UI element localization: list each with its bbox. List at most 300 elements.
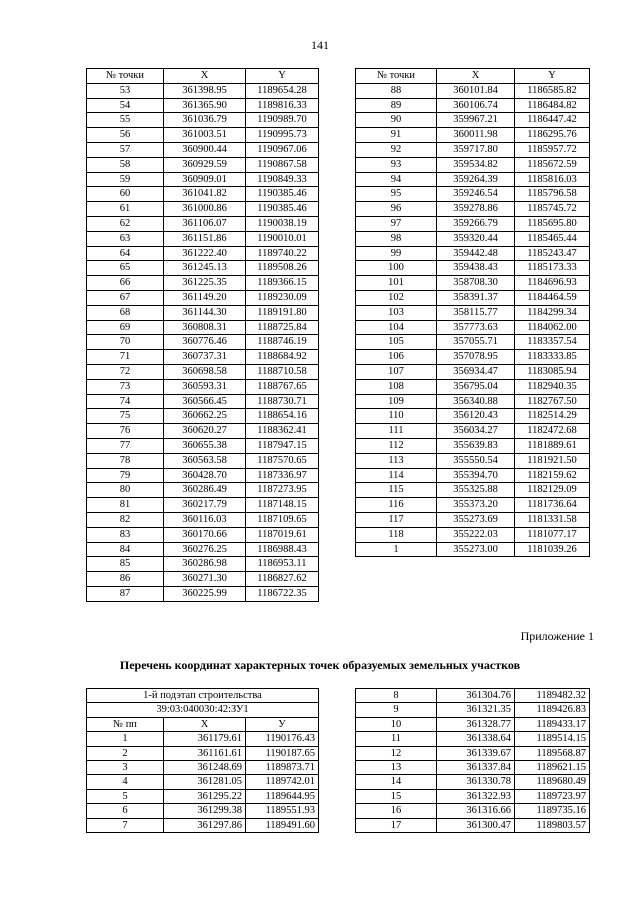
table-row xyxy=(87,350,319,365)
point-number-cell: 2 xyxy=(87,746,164,760)
table-row xyxy=(356,746,590,760)
table-row xyxy=(356,483,590,498)
y-coordinate-cell: 1186953.11 xyxy=(246,557,319,572)
y-coordinate-cell: 1187148.15 xyxy=(246,498,319,513)
point-number-cell: 11 xyxy=(356,732,437,746)
x-coordinate-cell: 361339.67 xyxy=(437,746,515,760)
y-coordinate-cell: 1186484.82 xyxy=(515,98,590,113)
x-coordinate-cell: 358115.77 xyxy=(437,305,515,320)
table-row xyxy=(87,172,319,187)
point-number-cell: 93 xyxy=(356,157,437,172)
parcel-row xyxy=(87,703,319,717)
y-coordinate-cell: 1189568.87 xyxy=(515,746,590,760)
table-row xyxy=(356,438,590,453)
point-number-cell: 114 xyxy=(356,468,437,483)
table-row xyxy=(356,157,590,172)
table-row xyxy=(87,775,319,789)
point-number-cell: 73 xyxy=(87,379,164,394)
y-coordinate-cell: 1183333.85 xyxy=(515,350,590,365)
table-row xyxy=(356,498,590,513)
x-coordinate-cell: 360808.31 xyxy=(164,320,246,335)
table-row xyxy=(356,379,590,394)
point-number-cell: 12 xyxy=(356,746,437,760)
table-row xyxy=(356,761,590,775)
x-coordinate-cell: 361299.38 xyxy=(164,804,246,818)
point-number-cell: 85 xyxy=(87,557,164,572)
x-coordinate-cell: 355222.03 xyxy=(437,527,515,542)
x-coordinate-cell: 360101.84 xyxy=(437,83,515,98)
y-coordinate-cell: 1185672.59 xyxy=(515,157,590,172)
y-coordinate-cell: 1189723.97 xyxy=(515,789,590,803)
x-coordinate-cell: 360011.98 xyxy=(437,128,515,143)
point-number-cell: 99 xyxy=(356,246,437,261)
x-coordinate-cell: 360428.70 xyxy=(164,468,246,483)
table-row xyxy=(87,379,319,394)
table-row xyxy=(87,202,319,217)
table-row xyxy=(87,438,319,453)
column-header-y: Y xyxy=(246,69,319,84)
y-coordinate-cell: 1190989.70 xyxy=(246,113,319,128)
y-coordinate-cell: 1185243.47 xyxy=(515,246,590,261)
table-header-row xyxy=(87,717,319,731)
point-number-cell: 63 xyxy=(87,231,164,246)
point-number-cell: 74 xyxy=(87,394,164,409)
y-coordinate-cell: 1189735.16 xyxy=(515,804,590,818)
table-row xyxy=(87,246,319,261)
y-coordinate-cell: 1189191.80 xyxy=(246,305,319,320)
table-row xyxy=(356,409,590,424)
column-header-point: № пп xyxy=(87,717,164,731)
point-number-cell: 94 xyxy=(356,172,437,187)
table-row xyxy=(356,231,590,246)
column-header-point: № точки xyxy=(356,69,437,84)
x-coordinate-cell: 360620.27 xyxy=(164,424,246,439)
table-row xyxy=(87,468,319,483)
y-coordinate-cell: 1188746.19 xyxy=(246,335,319,350)
point-number-cell: 110 xyxy=(356,409,437,424)
table-row xyxy=(356,689,590,703)
point-number-cell: 66 xyxy=(87,276,164,291)
x-coordinate-cell: 361304.76 xyxy=(437,689,515,703)
x-coordinate-cell: 361222.40 xyxy=(164,246,246,261)
y-coordinate-cell: 1187019.61 xyxy=(246,527,319,542)
y-coordinate-cell: 1188725.84 xyxy=(246,320,319,335)
y-coordinate-cell: 1190867.58 xyxy=(246,157,319,172)
coordinates-table-left xyxy=(86,68,319,602)
x-coordinate-cell: 359967.21 xyxy=(437,113,515,128)
x-coordinate-cell: 361149.20 xyxy=(164,290,246,305)
y-coordinate-cell: 1184464.59 xyxy=(515,290,590,305)
x-coordinate-cell: 361106.07 xyxy=(164,216,246,231)
x-coordinate-cell: 361281.05 xyxy=(164,775,246,789)
table-row xyxy=(87,128,319,143)
point-number-cell: 15 xyxy=(356,789,437,803)
column-header-y: У xyxy=(246,717,319,731)
table-row xyxy=(87,113,319,128)
page-number: 141 xyxy=(311,38,329,52)
x-coordinate-cell: 360286.98 xyxy=(164,557,246,572)
y-coordinate-cell: 1185957.72 xyxy=(515,142,590,157)
y-coordinate-cell: 1186447.42 xyxy=(515,113,590,128)
x-coordinate-cell: 355550.54 xyxy=(437,453,515,468)
point-number-cell: 72 xyxy=(87,364,164,379)
x-coordinate-cell: 359264.39 xyxy=(437,172,515,187)
table-row xyxy=(356,113,590,128)
table-row xyxy=(356,216,590,231)
table-row xyxy=(87,732,319,746)
table-row xyxy=(356,394,590,409)
column-header-point: № точки xyxy=(87,69,164,84)
point-number-cell: 58 xyxy=(87,157,164,172)
point-number-cell: 84 xyxy=(87,542,164,557)
point-number-cell: 75 xyxy=(87,409,164,424)
table-row xyxy=(356,789,590,803)
point-number-cell: 97 xyxy=(356,216,437,231)
column-header-y: Y xyxy=(515,69,590,84)
x-coordinate-cell: 360225.99 xyxy=(164,586,246,601)
y-coordinate-cell: 1189816.33 xyxy=(246,98,319,113)
point-number-cell: 118 xyxy=(356,527,437,542)
table-row xyxy=(356,453,590,468)
table-row xyxy=(356,703,590,717)
point-number-cell: 59 xyxy=(87,172,164,187)
y-coordinate-cell: 1186295.76 xyxy=(515,128,590,143)
x-coordinate-cell: 361041.82 xyxy=(164,187,246,202)
y-coordinate-cell: 1182514.29 xyxy=(515,409,590,424)
x-coordinate-cell: 361297.86 xyxy=(164,818,246,832)
point-number-cell: 61 xyxy=(87,202,164,217)
table-row xyxy=(87,157,319,172)
y-coordinate-cell: 1189740.22 xyxy=(246,246,319,261)
point-number-cell: 117 xyxy=(356,512,437,527)
point-number-cell: 16 xyxy=(356,804,437,818)
point-number-cell: 83 xyxy=(87,527,164,542)
point-number-cell: 55 xyxy=(87,113,164,128)
x-coordinate-cell: 360170.66 xyxy=(164,527,246,542)
y-coordinate-cell: 1182129.09 xyxy=(515,483,590,498)
point-number-cell: 13 xyxy=(356,761,437,775)
table-row xyxy=(356,335,590,350)
table-row xyxy=(87,761,319,775)
y-coordinate-cell: 1188767.65 xyxy=(246,379,319,394)
x-coordinate-cell: 359278.86 xyxy=(437,202,515,217)
column-header-x: X xyxy=(437,69,515,84)
y-coordinate-cell: 1189433.17 xyxy=(515,717,590,731)
y-coordinate-cell: 1189803.57 xyxy=(515,818,590,832)
column-header-x: X xyxy=(164,69,246,84)
table-row xyxy=(87,512,319,527)
table-row xyxy=(356,542,590,557)
y-coordinate-cell: 1186988.43 xyxy=(246,542,319,557)
table-row xyxy=(87,572,319,587)
table-row xyxy=(356,818,590,832)
x-coordinate-cell: 359266.79 xyxy=(437,216,515,231)
y-coordinate-cell: 1184299.34 xyxy=(515,305,590,320)
y-coordinate-cell: 1189366.15 xyxy=(246,276,319,291)
y-coordinate-cell: 1181077.17 xyxy=(515,527,590,542)
table-row xyxy=(87,527,319,542)
table-row xyxy=(356,320,590,335)
parcel-number: 39:03:040030:42:ЗУ1 xyxy=(87,703,319,717)
x-coordinate-cell: 360271.30 xyxy=(164,572,246,587)
x-coordinate-cell: 359717.80 xyxy=(437,142,515,157)
point-number-cell: 112 xyxy=(356,438,437,453)
stage-row xyxy=(87,689,319,703)
point-number-cell: 111 xyxy=(356,424,437,439)
point-number-cell: 79 xyxy=(87,468,164,483)
y-coordinate-cell: 1181921.50 xyxy=(515,453,590,468)
point-number-cell: 95 xyxy=(356,187,437,202)
point-number-cell: 82 xyxy=(87,512,164,527)
table-row xyxy=(87,409,319,424)
x-coordinate-cell: 355394.70 xyxy=(437,468,515,483)
x-coordinate-cell: 361003.51 xyxy=(164,128,246,143)
y-coordinate-cell: 1189644.95 xyxy=(246,789,319,803)
x-coordinate-cell: 360655.38 xyxy=(164,438,246,453)
x-coordinate-cell: 358708.30 xyxy=(437,276,515,291)
table-row xyxy=(87,261,319,276)
point-number-cell: 89 xyxy=(356,98,437,113)
point-number-cell: 70 xyxy=(87,335,164,350)
y-coordinate-cell: 1188362.41 xyxy=(246,424,319,439)
x-coordinate-cell: 361365.90 xyxy=(164,98,246,113)
x-coordinate-cell: 360566.45 xyxy=(164,394,246,409)
y-coordinate-cell: 1183085.94 xyxy=(515,364,590,379)
x-coordinate-cell: 361337.84 xyxy=(437,761,515,775)
x-coordinate-cell: 360900.44 xyxy=(164,142,246,157)
y-coordinate-cell: 1185816.03 xyxy=(515,172,590,187)
table-row xyxy=(356,246,590,261)
x-coordinate-cell: 360698.58 xyxy=(164,364,246,379)
table-row xyxy=(87,586,319,601)
y-coordinate-cell: 1189230.09 xyxy=(246,290,319,305)
x-coordinate-cell: 360737.31 xyxy=(164,350,246,365)
y-coordinate-cell: 1185465.44 xyxy=(515,231,590,246)
point-number-cell: 1 xyxy=(356,542,437,557)
x-coordinate-cell: 361322.93 xyxy=(437,789,515,803)
point-number-cell: 100 xyxy=(356,261,437,276)
x-coordinate-cell: 361000.86 xyxy=(164,202,246,217)
x-coordinate-cell: 355273.00 xyxy=(437,542,515,557)
point-number-cell: 62 xyxy=(87,216,164,231)
point-number-cell: 98 xyxy=(356,231,437,246)
y-coordinate-cell: 1186585.82 xyxy=(515,83,590,98)
x-coordinate-cell: 355325.88 xyxy=(437,483,515,498)
x-coordinate-cell: 359320.44 xyxy=(437,231,515,246)
x-coordinate-cell: 360563.58 xyxy=(164,453,246,468)
point-number-cell: 92 xyxy=(356,142,437,157)
x-coordinate-cell: 356340.88 xyxy=(437,394,515,409)
x-coordinate-cell: 360106.74 xyxy=(437,98,515,113)
x-coordinate-cell: 361036.79 xyxy=(164,113,246,128)
point-number-cell: 103 xyxy=(356,305,437,320)
point-number-cell: 102 xyxy=(356,290,437,305)
x-coordinate-cell: 355273.69 xyxy=(437,512,515,527)
y-coordinate-cell: 1181039.26 xyxy=(515,542,590,557)
x-coordinate-cell: 361338.64 xyxy=(437,732,515,746)
point-number-cell: 67 xyxy=(87,290,164,305)
table-row xyxy=(356,468,590,483)
table-row xyxy=(87,216,319,231)
table-row xyxy=(356,527,590,542)
table-row xyxy=(356,261,590,276)
y-coordinate-cell: 1188730.71 xyxy=(246,394,319,409)
point-number-cell: 76 xyxy=(87,424,164,439)
table-row xyxy=(87,542,319,557)
point-number-cell: 80 xyxy=(87,483,164,498)
y-coordinate-cell: 1190849.33 xyxy=(246,172,319,187)
table-row xyxy=(356,512,590,527)
table-row xyxy=(87,453,319,468)
table-row xyxy=(87,483,319,498)
point-number-cell: 68 xyxy=(87,305,164,320)
y-coordinate-cell: 1185796.58 xyxy=(515,187,590,202)
table-row xyxy=(356,290,590,305)
table-row xyxy=(356,775,590,789)
point-number-cell: 65 xyxy=(87,261,164,276)
x-coordinate-cell: 361295.22 xyxy=(164,789,246,803)
point-number-cell: 3 xyxy=(87,761,164,775)
y-coordinate-cell: 1189508.26 xyxy=(246,261,319,276)
x-coordinate-cell: 358391.37 xyxy=(437,290,515,305)
y-coordinate-cell: 1190995.73 xyxy=(246,128,319,143)
x-coordinate-cell: 360276.25 xyxy=(164,542,246,557)
x-coordinate-cell: 360593.31 xyxy=(164,379,246,394)
y-coordinate-cell: 1190187.65 xyxy=(246,746,319,760)
table-row xyxy=(356,305,590,320)
point-number-cell: 91 xyxy=(356,128,437,143)
y-coordinate-cell: 1187570.65 xyxy=(246,453,319,468)
point-number-cell: 109 xyxy=(356,394,437,409)
x-coordinate-cell: 360929.59 xyxy=(164,157,246,172)
column-header-x: X xyxy=(164,717,246,731)
y-coordinate-cell: 1189514.15 xyxy=(515,732,590,746)
point-number-cell: 107 xyxy=(356,364,437,379)
y-coordinate-cell: 1181331.58 xyxy=(515,512,590,527)
x-coordinate-cell: 355639.83 xyxy=(437,438,515,453)
y-coordinate-cell: 1185745.72 xyxy=(515,202,590,217)
y-coordinate-cell: 1189621.15 xyxy=(515,761,590,775)
x-coordinate-cell: 361300.47 xyxy=(437,818,515,832)
x-coordinate-cell: 360217.79 xyxy=(164,498,246,513)
y-coordinate-cell: 1185173.33 xyxy=(515,261,590,276)
x-coordinate-cell: 361151.86 xyxy=(164,231,246,246)
x-coordinate-cell: 356934.47 xyxy=(437,364,515,379)
point-number-cell: 87 xyxy=(87,586,164,601)
point-number-cell: 1 xyxy=(87,732,164,746)
point-number-cell: 5 xyxy=(87,789,164,803)
y-coordinate-cell: 1182472.68 xyxy=(515,424,590,439)
list-title: Перечень координат характерных точек образуемых земельных участков xyxy=(119,658,521,672)
x-coordinate-cell: 361328.77 xyxy=(437,717,515,731)
x-coordinate-cell: 357078.95 xyxy=(437,350,515,365)
y-coordinate-cell: 1190385.46 xyxy=(246,202,319,217)
y-coordinate-cell: 1189680.49 xyxy=(515,775,590,789)
point-number-cell: 8 xyxy=(356,689,437,703)
y-coordinate-cell: 1189426.83 xyxy=(515,703,590,717)
x-coordinate-cell: 357055.71 xyxy=(437,335,515,350)
point-number-cell: 10 xyxy=(356,717,437,731)
table-row xyxy=(356,424,590,439)
point-number-cell: 17 xyxy=(356,818,437,832)
y-coordinate-cell: 1183357.54 xyxy=(515,335,590,350)
point-number-cell: 69 xyxy=(87,320,164,335)
x-coordinate-cell: 356795.04 xyxy=(437,379,515,394)
point-number-cell: 56 xyxy=(87,128,164,143)
table-row xyxy=(356,172,590,187)
x-coordinate-cell: 361245.13 xyxy=(164,261,246,276)
point-number-cell: 54 xyxy=(87,98,164,113)
table-row xyxy=(87,187,319,202)
table-row xyxy=(356,187,590,202)
point-number-cell: 6 xyxy=(87,804,164,818)
table-row xyxy=(87,746,319,760)
table-row xyxy=(87,276,319,291)
y-coordinate-cell: 1182159.62 xyxy=(515,468,590,483)
point-number-cell: 64 xyxy=(87,246,164,261)
y-coordinate-cell: 1190967.06 xyxy=(246,142,319,157)
x-coordinate-cell: 361179.61 xyxy=(164,732,246,746)
point-number-cell: 78 xyxy=(87,453,164,468)
point-number-cell: 77 xyxy=(87,438,164,453)
table-row xyxy=(356,717,590,731)
y-coordinate-cell: 1189491.60 xyxy=(246,818,319,832)
x-coordinate-cell: 361144.30 xyxy=(164,305,246,320)
y-coordinate-cell: 1190176.43 xyxy=(246,732,319,746)
x-coordinate-cell: 355373.20 xyxy=(437,498,515,513)
y-coordinate-cell: 1189742.01 xyxy=(246,775,319,789)
y-coordinate-cell: 1186722.35 xyxy=(246,586,319,601)
point-number-cell: 108 xyxy=(356,379,437,394)
point-number-cell: 116 xyxy=(356,498,437,513)
table-row xyxy=(356,804,590,818)
point-number-cell: 7 xyxy=(87,818,164,832)
y-coordinate-cell: 1187336.97 xyxy=(246,468,319,483)
point-number-cell: 57 xyxy=(87,142,164,157)
point-number-cell: 14 xyxy=(356,775,437,789)
table-row xyxy=(356,276,590,291)
x-coordinate-cell: 360116.03 xyxy=(164,512,246,527)
point-number-cell: 113 xyxy=(356,453,437,468)
point-number-cell: 86 xyxy=(87,572,164,587)
x-coordinate-cell: 359246.54 xyxy=(437,187,515,202)
y-coordinate-cell: 1187947.15 xyxy=(246,438,319,453)
table-row xyxy=(87,557,319,572)
y-coordinate-cell: 1189873.71 xyxy=(246,761,319,775)
stage-label: 1-й подэтап строительства xyxy=(87,689,319,703)
y-coordinate-cell: 1189654.28 xyxy=(246,83,319,98)
x-coordinate-cell: 361321.35 xyxy=(437,703,515,717)
y-coordinate-cell: 1187109.65 xyxy=(246,512,319,527)
table-row xyxy=(356,142,590,157)
table-row xyxy=(87,818,319,832)
table-row xyxy=(87,394,319,409)
table-row xyxy=(356,98,590,113)
point-number-cell: 81 xyxy=(87,498,164,513)
point-number-cell: 90 xyxy=(356,113,437,128)
x-coordinate-cell: 356034.27 xyxy=(437,424,515,439)
point-number-cell: 105 xyxy=(356,335,437,350)
y-coordinate-cell: 1189551.93 xyxy=(246,804,319,818)
table-row xyxy=(87,290,319,305)
appendix-label: Приложение 1 xyxy=(520,629,594,643)
table-row xyxy=(87,83,319,98)
point-number-cell: 104 xyxy=(356,320,437,335)
y-coordinate-cell: 1189482.32 xyxy=(515,689,590,703)
point-number-cell: 115 xyxy=(356,483,437,498)
x-coordinate-cell: 361330.78 xyxy=(437,775,515,789)
x-coordinate-cell: 361316.66 xyxy=(437,804,515,818)
